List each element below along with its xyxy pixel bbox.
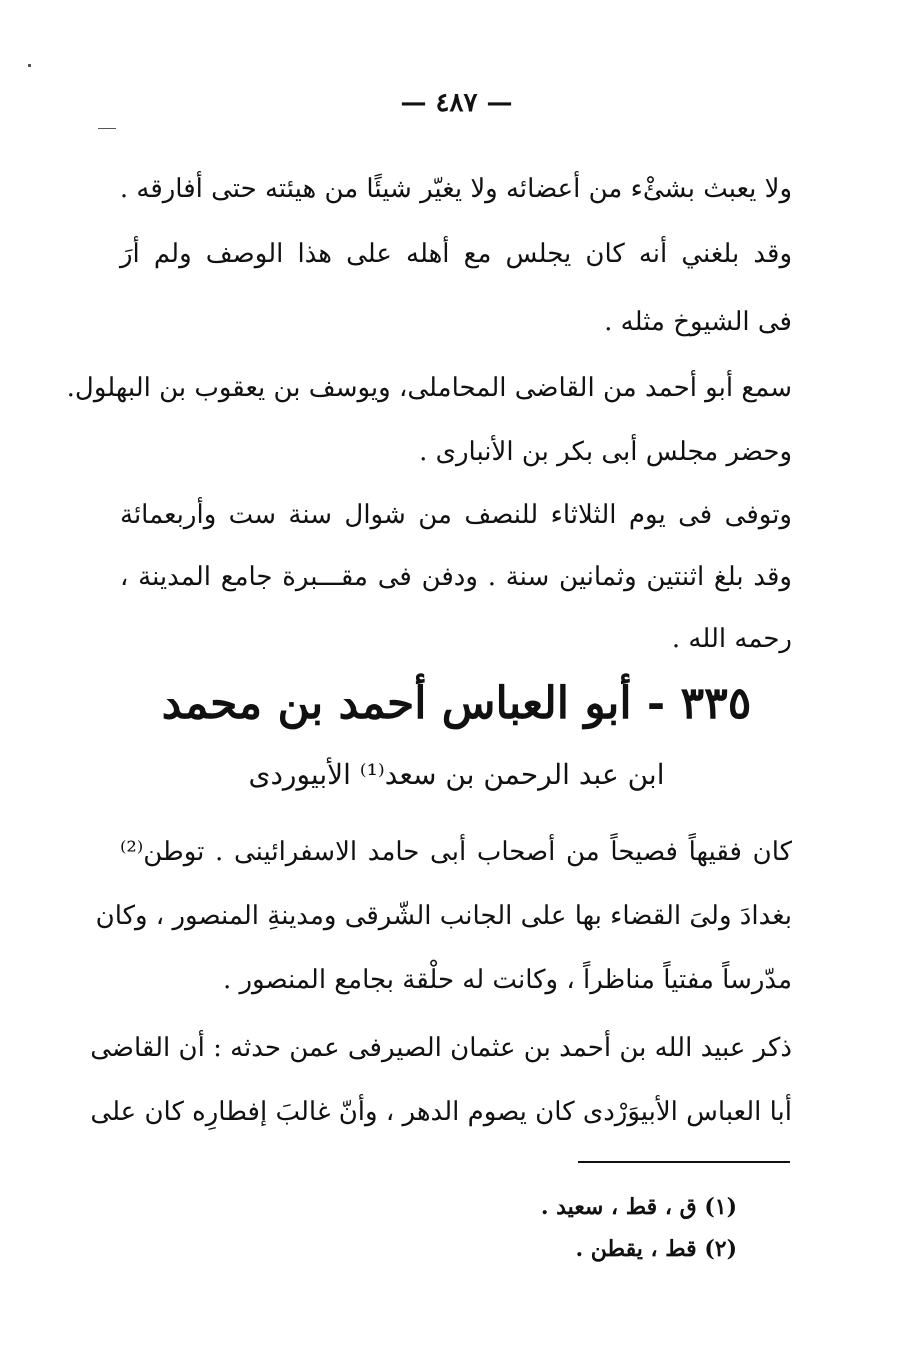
- paragraph-1: [120, 158, 792, 220]
- paragraph-4: [120, 484, 792, 670]
- text-line: وقد بلغ اثنتين وثمانين سنة . ودفن فى مقـــبرة جامع المدينة ،: [120, 562, 792, 592]
- text-line: ذكر عبيد الله بن أحمد بن عثمان الصيرفى عمن حدثه : أن القاضى: [90, 1033, 792, 1063]
- text-line: كان فقيهاً فصيحاً من أصحاب أبى حامد الاسفرائينى . توطن⁽²⁾: [120, 837, 792, 867]
- entry-title: ٣٣٥ - أبو العباس أحمد بن محمد: [161, 678, 752, 729]
- text-line: أبا العباس الأبيوَرْدى كان يصوم الدهر ، وأنّ غالبَ إفطارِه كان على: [90, 1097, 792, 1127]
- text-line: فى الشيوخ مثله .: [604, 307, 792, 337]
- footnote-divider: [578, 1161, 790, 1163]
- page-number: — ٤٨٧ —: [400, 88, 513, 118]
- paragraph-5: [95, 820, 792, 1012]
- footnote: (١) ق ، قط ، سعيد .: [540, 1194, 737, 1220]
- text-line: وقد بلغني أنه كان يجلس مع أهله على هذا الوصف ولم أرَ: [120, 239, 792, 269]
- text-line: وحضر مجلس أبى بكر بن الأنبارى .: [419, 437, 792, 467]
- text-line: بغدادَ ولىَ القضاء بها على الجانب الشّرقى ومدينةِ المنصور ، وكان: [95, 901, 792, 931]
- text-line: وتوفى فى يوم الثلاثاء للنصف من شوال سنة ست وأربعمائة: [120, 500, 792, 530]
- entry-subtitle: ابن عبد الرحمن بن سعد⁽¹⁾ الأبيوردى: [248, 758, 665, 791]
- paragraph-3: [66, 356, 792, 484]
- scan-streak: [98, 128, 116, 129]
- text-line: رحمه الله .: [671, 624, 792, 654]
- footnotes: [541, 1186, 737, 1270]
- text-line: سمع أبو أحمد من القاضى المحاملى، ويوسف بن يعقوب بن البهلول.: [66, 373, 792, 403]
- paragraph-6: [90, 1016, 792, 1144]
- text-line: مدّرساً مفتياً مناظراً ، وكانت له حلْقة بجامع المنصور .: [222, 965, 792, 995]
- footnote: (٢) قط ، يقطن .: [575, 1236, 737, 1262]
- paragraph-2: [120, 220, 792, 356]
- scan-speck: [28, 64, 31, 67]
- text-line: ولا يعبث بشئْء من أعضائه ولا يغيّر شيئًا من هيئته حتى أفارقه .: [119, 174, 792, 204]
